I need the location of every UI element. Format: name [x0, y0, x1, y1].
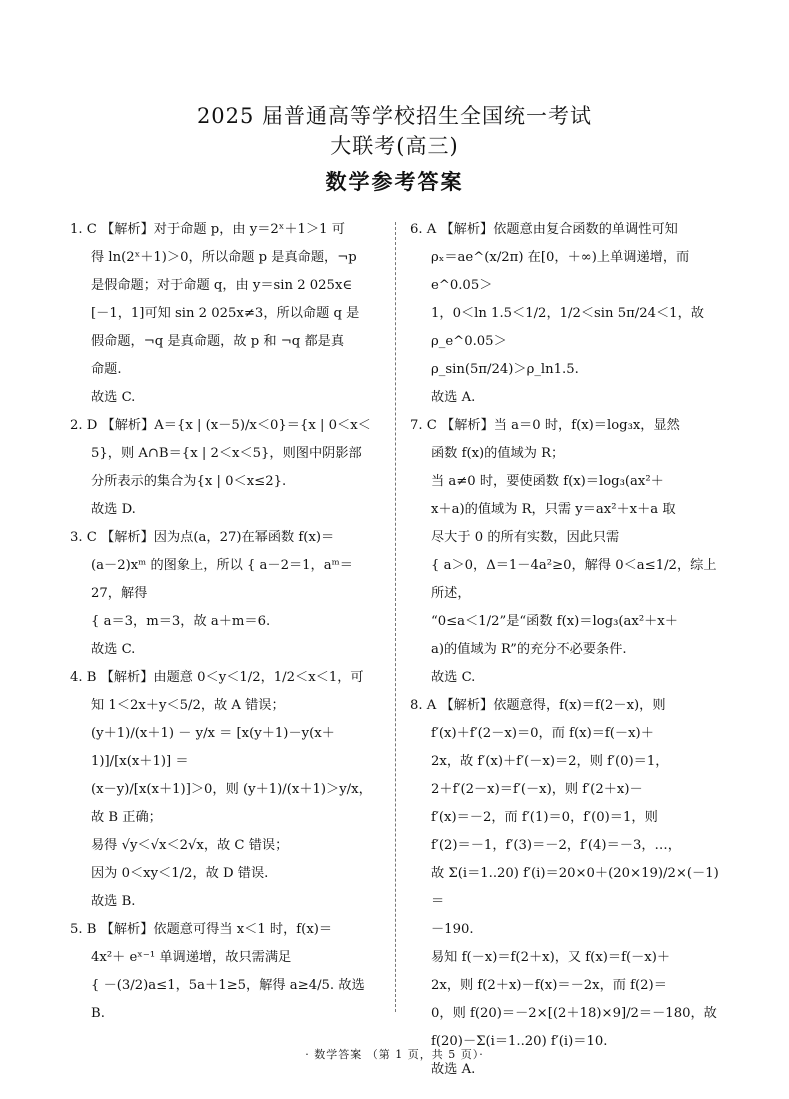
answer-line: 假命题，¬q 是真命题，故 p 和 ¬q 都是真 — [91, 334, 345, 349]
answer-heading: 1. C 【解析】对于命题 p，由 y＝2ˣ＋1＞1 可 — [70, 222, 345, 237]
answer-line: x＋a)的值域为 R，只需 y＝ax²＋x＋a 取 — [431, 502, 676, 517]
answer-line: 故 Σ(i＝1..20) f′(i)＝20×0＋(20×19)/2×(－1)＝ — [431, 866, 719, 909]
answer-line: 2x，故 f′(x)＋f′(－x)＝2，则 f′(0)＝1， — [431, 754, 669, 769]
answer-line: 5}，则 A∩B＝{x | 2＜x＜5}，则图中阴影部 — [91, 446, 362, 461]
answer-item — [70, 664, 382, 916]
answer-conclusion: 故选 C. — [431, 670, 476, 685]
answer-line: f′(2)＝－1，f′(3)＝－2，f′(4)＝－3，…， — [431, 838, 681, 853]
answer-line: 知 1＜2x＋y＜5/2，故 A 错误； — [91, 698, 285, 713]
answer-line: －190. — [431, 922, 474, 937]
answer-line: 函数 f(x)的值域为 R； — [431, 446, 565, 461]
answer-heading: 2. D 【解析】A＝{x | (x－5)/x＜0}＝{x | 0＜x＜ — [70, 418, 371, 433]
answer-conclusion: 故选 A. — [431, 1062, 476, 1077]
exam-title: 2025 届普通高等学校招生全国统一考试 — [196, 104, 593, 128]
answer-line: “0≤a＜1/2”是“函数 f(x)＝log₃(ax²＋x＋ — [431, 614, 678, 629]
answer-line: 分所表示的集合为{x | 0＜x≤2}. — [91, 474, 287, 489]
answer-line: 尽大于 0 的所有实数，因此只需 — [431, 530, 620, 545]
left-column — [70, 216, 382, 1028]
answer-line: 因为 0＜xy＜1/2，故 D 错误. — [91, 866, 269, 881]
answer-line: ρₓ＝ae^(x/2π) 在[0，＋∞)上单调递增，而 e^0.05＞ — [431, 250, 690, 293]
answer-line: ρ_sin(5π/24)＞ρ_ln1.5. — [431, 362, 579, 377]
answer-line: (a－2)xᵐ 的图象上，所以 { a－2＝1，aᵐ＝27，解得 — [91, 558, 353, 601]
answer-heading: 7. C 【解析】当 a＝0 时，f(x)＝log₃x，显然 — [410, 418, 680, 433]
document-title: 数学参考答案 — [325, 170, 464, 194]
answer-line: 1，0＜ln 1.5＜1/2，1/2＜sin 5π/24＜1，故 ρ_e^0.05＞ — [431, 306, 704, 349]
answer-heading: 5. B 【解析】依题意可得当 x＜1 时，f(x)＝ — [70, 922, 333, 937]
answer-line: 易知 f(－x)＝f(2＋x)，又 f(x)＝f(－x)＋ — [431, 950, 671, 965]
answer-line: 0，则 f(20)＝－2×[(2＋18)×9]/2＝－180，故 — [431, 1006, 717, 1021]
answer-item — [70, 916, 382, 1028]
answer-item — [410, 692, 722, 1084]
answer-heading: 3. C 【解析】因为点(a，27)在幂函数 f(x)＝ — [70, 530, 335, 545]
answer-line: { a＞0，Δ＝1－4a²≥0，解得 0＜a≤1/2，综上所述， — [431, 558, 717, 601]
answer-conclusion: 故选 D. — [91, 502, 136, 517]
column-divider — [395, 222, 396, 1012]
answer-heading: 6. A 【解析】依题意由复合函数的单调性可知 — [410, 222, 678, 237]
answer-conclusion: 故选 C. — [91, 642, 136, 657]
answer-line: a)的值域为 R”的充分不必要条件. — [431, 642, 627, 657]
answer-heading: 8. A 【解析】依题意得，f(x)＝f(2－x)，则 — [410, 698, 666, 713]
answer-line: 2＋f′(2－x)＝f′(－x)，则 f′(2＋x)－ — [431, 782, 643, 797]
answer-line: 得 ln(2ˣ＋1)＞0，所以命题 p 是真命题，¬p — [91, 250, 357, 265]
answer-line: [－1，1]可知 sin 2 025x≠3，所以命题 q 是 — [91, 306, 360, 321]
answer-item — [70, 216, 382, 412]
answer-line: f(20)－Σ(i＝1..20) f′(i)＝10. — [431, 1034, 608, 1049]
answer-line: 易得 √y＜√x＜2√x，故 C 错误； — [91, 838, 289, 853]
answer-line: 命题. — [91, 362, 122, 377]
answer-heading: 4. B 【解析】由题意 0＜y＜1/2，1/2＜x＜1，可 — [70, 670, 364, 685]
answer-item — [70, 524, 382, 664]
exam-subtitle: 大联考(高三) — [330, 134, 459, 158]
answer-item — [410, 216, 722, 412]
answer-line: 4x²＋ eˣ⁻¹ 单调递增，故只需满足 — [91, 950, 292, 965]
answer-line: { a＝3，m＝3，故 a＋m＝6. — [91, 614, 271, 629]
answer-line: f′(x)＝－2，而 f′(1)＝0，f′(0)＝1，则 — [431, 810, 658, 825]
answer-conclusion: 故选 B. — [91, 894, 136, 909]
answer-item — [410, 412, 722, 692]
answer-conclusion: 故选 A. — [431, 390, 476, 405]
answer-line: f′(x)＋f′(2－x)＝0，而 f(x)＝f(－x)＋ — [431, 726, 654, 741]
answer-item — [70, 412, 382, 524]
right-column — [410, 216, 722, 1084]
answer-line: (y＋1)/(x＋1) － y/x ＝ [x(y＋1)－y(x＋1)]/[x(x＋1)] ＝ — [91, 726, 335, 769]
answer-line: 当 a≠0 时，要使函数 f(x)＝log₃(ax²＋ — [431, 474, 664, 489]
page-footer: · 数学答案 （第 1 页，共 5 页）· — [305, 1048, 484, 1061]
answer-conclusion: 故选 C. — [91, 390, 136, 405]
answer-line: 2x，则 f(2＋x)－f(x)＝－2x，而 f(2)＝ — [431, 978, 667, 993]
answer-line: 是假命题；对于命题 q，由 y＝sin 2 025x∈ — [91, 278, 353, 293]
answer-line: (x－y)/[x(x＋1)]＞0，则 (y＋1)/(x＋1)＞y/x，故 B 正确； — [91, 782, 372, 825]
answer-line: { －(3/2)a≤1，5a＋1≥5，解得 a≥4/5. 故选 B. — [91, 978, 365, 1021]
